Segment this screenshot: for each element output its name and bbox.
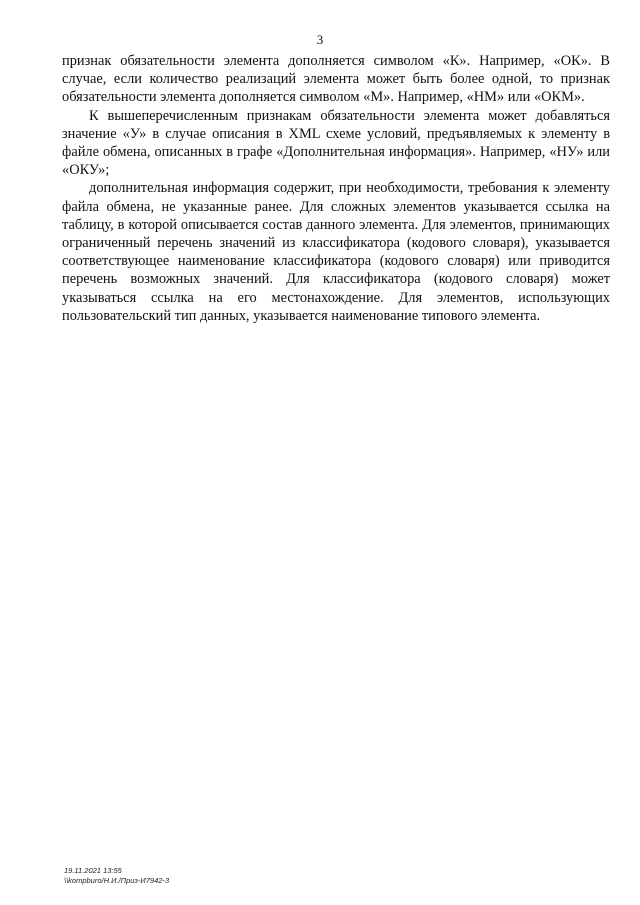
footer-file-ref: \\kompburo/Н.И./Приз-И7942-3: [64, 875, 170, 885]
paragraph-continuation: признак обязательности элемента дополняется символом «К». Например, «ОК». В случае, если количество реализаций элемента может быть более одной, то признак обязательности элемента дополняется символом «М». Например, «НМ» или «ОКМ».: [62, 53, 610, 106]
footer-stamp: [64, 866, 169, 885]
paragraph-optional-suffix: К вышеперечисленным признакам обязательности элемента может добавляться значение «У» в случае описания в XML схеме условий, предъявляемых к элементу в файле обмена, описанных в графе «Дополнительная информация». Например, «НУ» или «ОКУ»;: [62, 107, 610, 179]
footer-timestamp: 19.11.2021 13:55: [64, 866, 122, 875]
paragraph-additional-info: дополнительная информация содержит, при необходимости, требования к элементу файла обмена, не указанные ранее. Для сложных элементов указывается ссылка на таблицу, в которой описывается состав данного элемента. Для элементов, принимающих ограниченный перечень значений из классификатора (кодового словаря), указывается соответствующее наименование классификатора (кодового словаря) или приводится перечень возможных значений. Для классификатора (кодового словаря) может указываться ссылка на его местонахождение. Для элементов, использующих пользовательский тип данных, указывается наименование типового элемента.: [62, 180, 610, 324]
page-number: 3: [316, 32, 324, 47]
body-text: [62, 52, 610, 325]
